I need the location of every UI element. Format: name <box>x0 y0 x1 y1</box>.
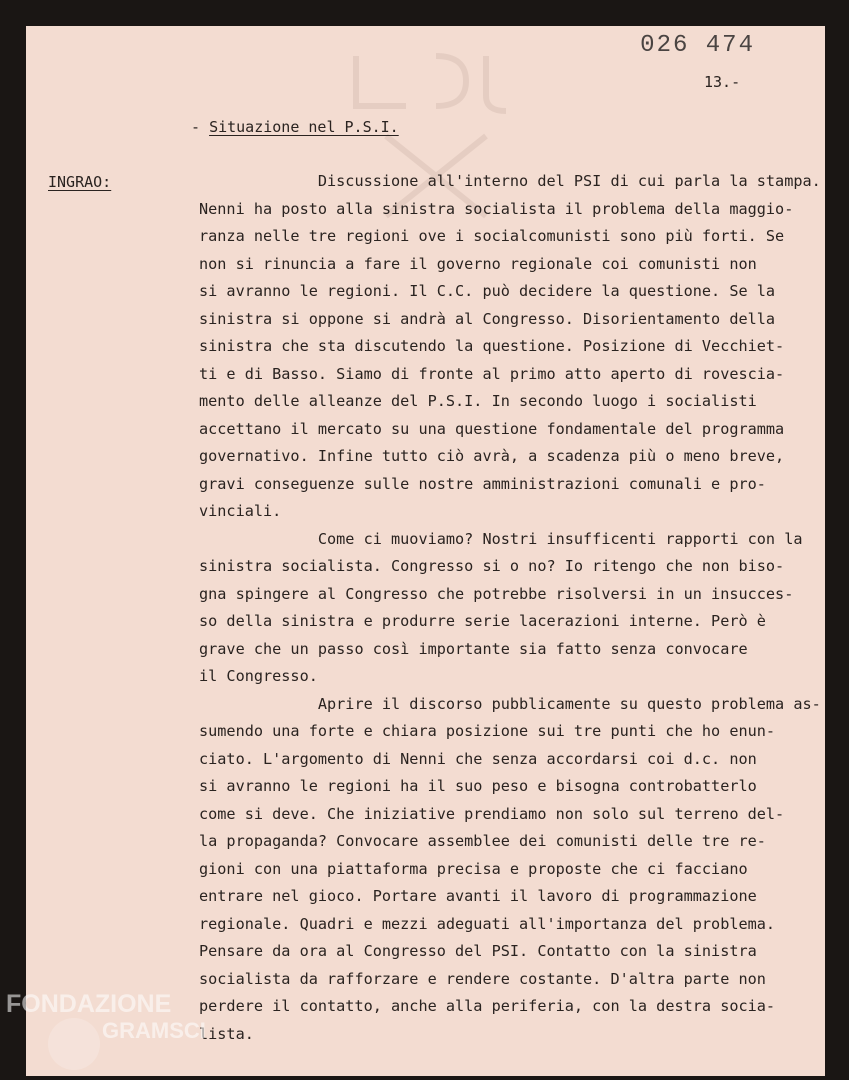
text-line: ranza nelle tre regioni ove i socialcomunisti sono più forti. Se <box>199 227 785 245</box>
text-line: socialista da rafforzare e rendere costante. D'altra parte non <box>199 969 766 988</box>
text-line: vinciali. <box>199 502 282 520</box>
speaker-label: INGRAO: <box>48 173 112 191</box>
archive-number: 026 474 <box>640 32 755 59</box>
text-line: accettano il mercato su una questione fondamentale del programma <box>199 419 785 438</box>
text-line: Come ci muoviamo? Nostri insufficenti rapporti con la <box>199 529 803 548</box>
document-page <box>26 26 825 1076</box>
page-number: 13.- <box>704 73 741 91</box>
text-line: si avranno le regioni. Il C.C. può decidere la questione. Se la <box>199 282 776 300</box>
paragraph-1 <box>199 168 824 526</box>
logo-line-2: GRAMSCI <box>102 1018 206 1043</box>
body-text <box>199 168 824 1048</box>
text-line: mento delle alleanze del P.S.I. In secondo luogo i socialisti <box>199 392 757 410</box>
paragraph-3 <box>199 691 824 1049</box>
text-line: grave che un passo così importante sia fatto senza convocare <box>199 639 748 658</box>
text-line: perdere il contatto, anche alla periferia, con la destra socia- <box>199 997 776 1015</box>
text-line: regionale. Quadri e mezzi adeguati all'importanza del problema. <box>199 914 776 933</box>
text-line: Nenni ha posto alla sinistra socialista il problema della maggio- <box>199 199 794 218</box>
section-title-text: Situazione nel P.S.I. <box>209 118 399 136</box>
text-line: Discussione all'interno del PSI di cui parla la stampa. <box>199 172 821 190</box>
text-line: non si rinuncia a fare il governo regionale coi comunisti non <box>199 254 757 273</box>
logo-line-1: FONDAZIONE <box>6 990 172 1018</box>
text-line: il Congresso. <box>199 667 318 685</box>
section-dash: - <box>191 118 210 136</box>
text-line: sinistra che sta discutendo la questione. Posizione di Vecchiet- <box>199 337 785 355</box>
text-line: sinistra socialista. Congresso si o no? Io ritengo che non biso- <box>199 557 785 575</box>
text-line: lista. <box>199 1024 254 1043</box>
text-line: entrare nel gioco. Portare avanti il lavoro di programmazione <box>199 887 757 905</box>
text-line: si avranno le regioni ha il suo peso e bisogna controbatterlo <box>199 777 757 795</box>
text-line: come si deve. Che iniziative prendiamo non solo sul terreno del- <box>199 804 785 823</box>
text-line: gna spingere al Congresso che potrebbe risolversi in un insucces- <box>199 584 794 603</box>
text-line: la propaganda? Convocare assemblee dei comunisti delle tre re- <box>199 832 766 850</box>
text-line: gravi conseguenze sulle nostre amministrazioni comunali e pro- <box>199 474 766 493</box>
text-line: Pensare da ora al Congresso del PSI. Contatto con la sinistra <box>199 942 757 960</box>
section-title <box>191 118 399 136</box>
paragraph-2 <box>199 526 824 691</box>
fondazione-gramsci-logo <box>4 986 224 1076</box>
text-line: ti e di Basso. Siamo di fronte al primo atto aperto di rovescia- <box>199 364 785 383</box>
text-line: Aprire il discorso pubblicamente su questo problema as- <box>199 694 821 713</box>
text-line: governativo. Infine tutto ciò avrà, a scadenza più o meno breve, <box>199 447 785 465</box>
text-line: gioni con una piattaforma precisa e proposte che ci facciano <box>199 859 748 878</box>
text-line: sumendo una forte e chiara posizione sui tre punti che ho enun- <box>199 722 776 740</box>
text-line: sinistra si oppone si andrà al Congresso. Disorientamento della <box>199 309 776 328</box>
text-line: ciato. L'argomento di Nenni che senza accordarsi coi d.c. non <box>199 749 757 768</box>
text-line: so della sinistra e produrre serie lacerazioni interne. Però è <box>199 612 766 630</box>
